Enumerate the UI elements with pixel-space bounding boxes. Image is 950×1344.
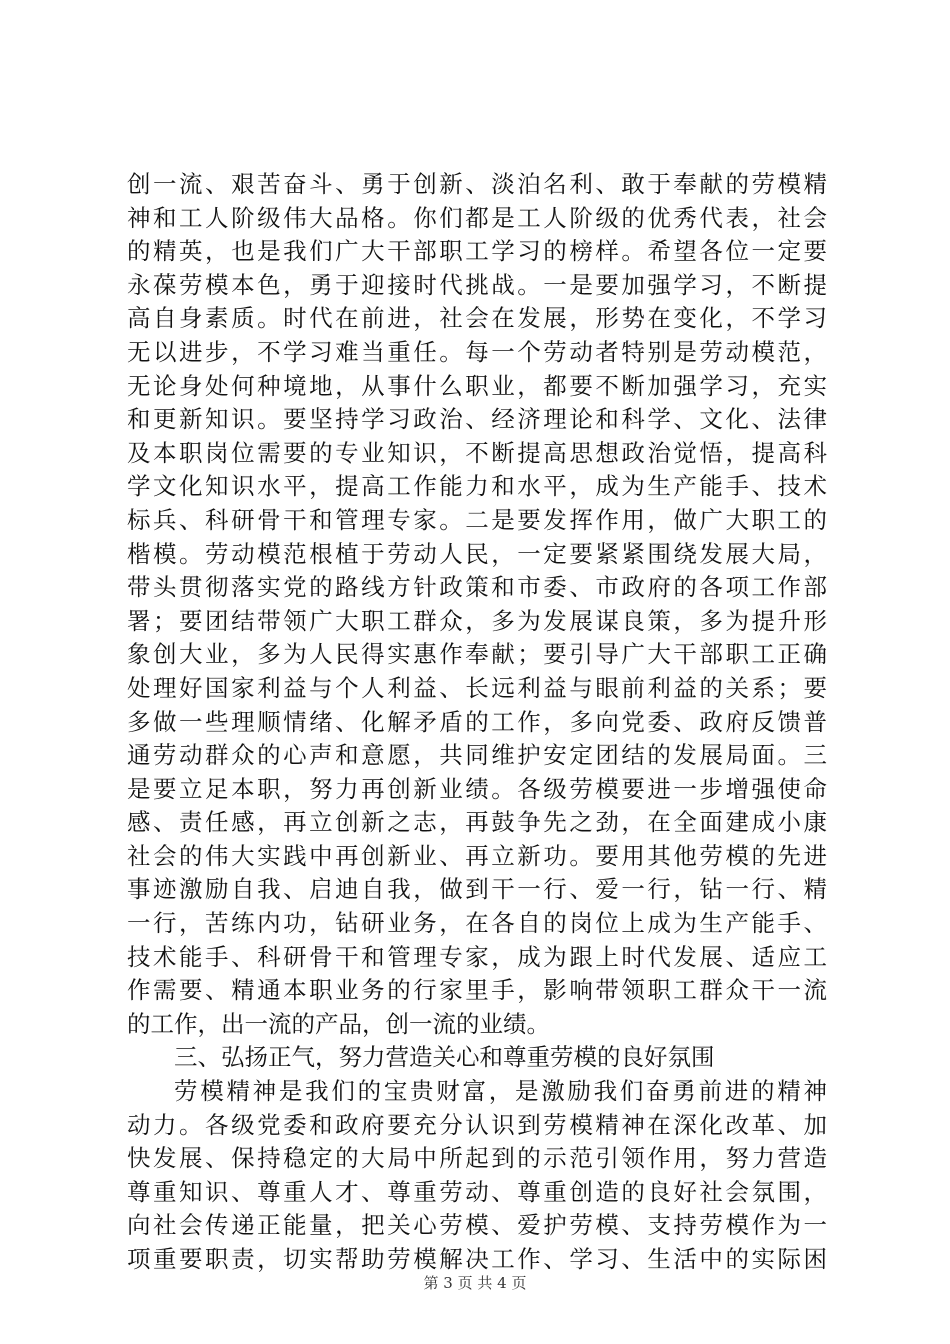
text-line: 及本职岗位需要的专业知识，不断提高思想政治觉悟，提高科 — [127, 438, 827, 467]
text-line: 劳模精神是我们的宝贵财富，是激励我们奋勇前进的精神 — [174, 1077, 827, 1106]
text-line: 无以进步，不学习难当重任。每一个劳动者特别是劳动模范， — [127, 337, 827, 366]
text-line: 楷模。劳动模范根植于劳动人民，一定要紧紧围绕发展大局， — [127, 539, 827, 568]
text-line: 快发展、保持稳定的大局中所起到的示范引领作用，努力营造 — [127, 1144, 827, 1173]
text-line: 神和工人阶级伟大品格。你们都是工人阶级的优秀代表，社会 — [127, 203, 827, 232]
text-line: 创一流、艰苦奋斗、勇于创新、淡泊名利、敢于奉献的劳模精 — [127, 170, 827, 198]
text-line: 事迹激励自我、启迪自我，做到干一行、爱一行，钻一行、精 — [127, 875, 827, 904]
text-line: 多做一些理顺情绪、化解矛盾的工作，多向党委、政府反馈普 — [127, 707, 827, 736]
text-line: 是要立足本职，努力再创新业绩。各级劳模要进一步增强使命 — [127, 774, 827, 803]
text-line: 象创大业，多为人民得实惠作奉献；要引导广大干部职工正确 — [127, 640, 827, 669]
text-line: 永葆劳模本色，勇于迎接时代挑战。一是要加强学习，不断提 — [127, 270, 827, 299]
text-line: 处理好国家利益与个人利益、长远利益与眼前利益的关系；要 — [127, 673, 827, 702]
page-number: 第 3 页 共 4 页 — [423, 1274, 527, 1292]
text-line: 高自身素质。时代在前进，社会在发展，形势在变化，不学习 — [127, 304, 827, 333]
text-line: 动力。各级党委和政府要充分认识到劳模精神在深化改革、加 — [127, 1110, 827, 1139]
text-line: 无论身处何种境地，从事什么职业，都要不断加强学习，充实 — [127, 371, 827, 400]
body-text — [127, 168, 827, 1277]
text-line: 一行，苦练内功，钻研业务，在各自的岗位上成为生产能手、 — [127, 909, 827, 938]
text-line: 作需要、精通本职业务的行家里手，影响带领职工群众干一流 — [127, 976, 827, 1005]
text-line: 通劳动群众的心声和意愿，共同维护安定团结的发展局面。三 — [127, 741, 827, 770]
text-line: 的工作，出一流的产品，创一流的业绩。 — [127, 1009, 550, 1038]
section-heading: 三、弘扬正气，努力营造关心和尊重劳模的良好氛围 — [174, 1043, 715, 1072]
text-line: 项重要职责，切实帮助劳模解决工作、学习、生活中的实际困 — [127, 1245, 827, 1273]
text-line: 标兵、科研骨干和管理专家。二是要发挥作用，做广大职工的 — [127, 505, 827, 534]
text-line: 署；要团结带领广大职工群众，多为发展谋良策，多为提升形 — [127, 606, 827, 635]
text-line: 的精英，也是我们广大干部职工学习的榜样。希望各位一定要 — [127, 237, 827, 266]
text-line: 带头贯彻落实党的路线方针政策和市委、市政府的各项工作部 — [127, 573, 827, 602]
text-line: 尊重知识、尊重人才、尊重劳动、尊重创造的良好社会氛围， — [127, 1177, 827, 1206]
text-line: 社会的伟大实践中再创新业、再立新功。要用其他劳模的先进 — [127, 841, 827, 870]
text-line: 学文化知识水平，提高工作能力和水平，成为生产能手、技术 — [127, 472, 827, 501]
text-line: 向社会传递正能量，把关心劳模、爱护劳模、支持劳模作为一 — [127, 1211, 827, 1240]
text-line: 感、责任感，再立创新之志，再鼓争先之劲，在全面建成小康 — [127, 808, 827, 837]
text-line: 技术能手、科研骨干和管理专家，成为跟上时代发展、适应工 — [127, 942, 827, 971]
text-line: 和更新知识。要坚持学习政治、经济理论和科学、文化、法律 — [127, 405, 827, 434]
